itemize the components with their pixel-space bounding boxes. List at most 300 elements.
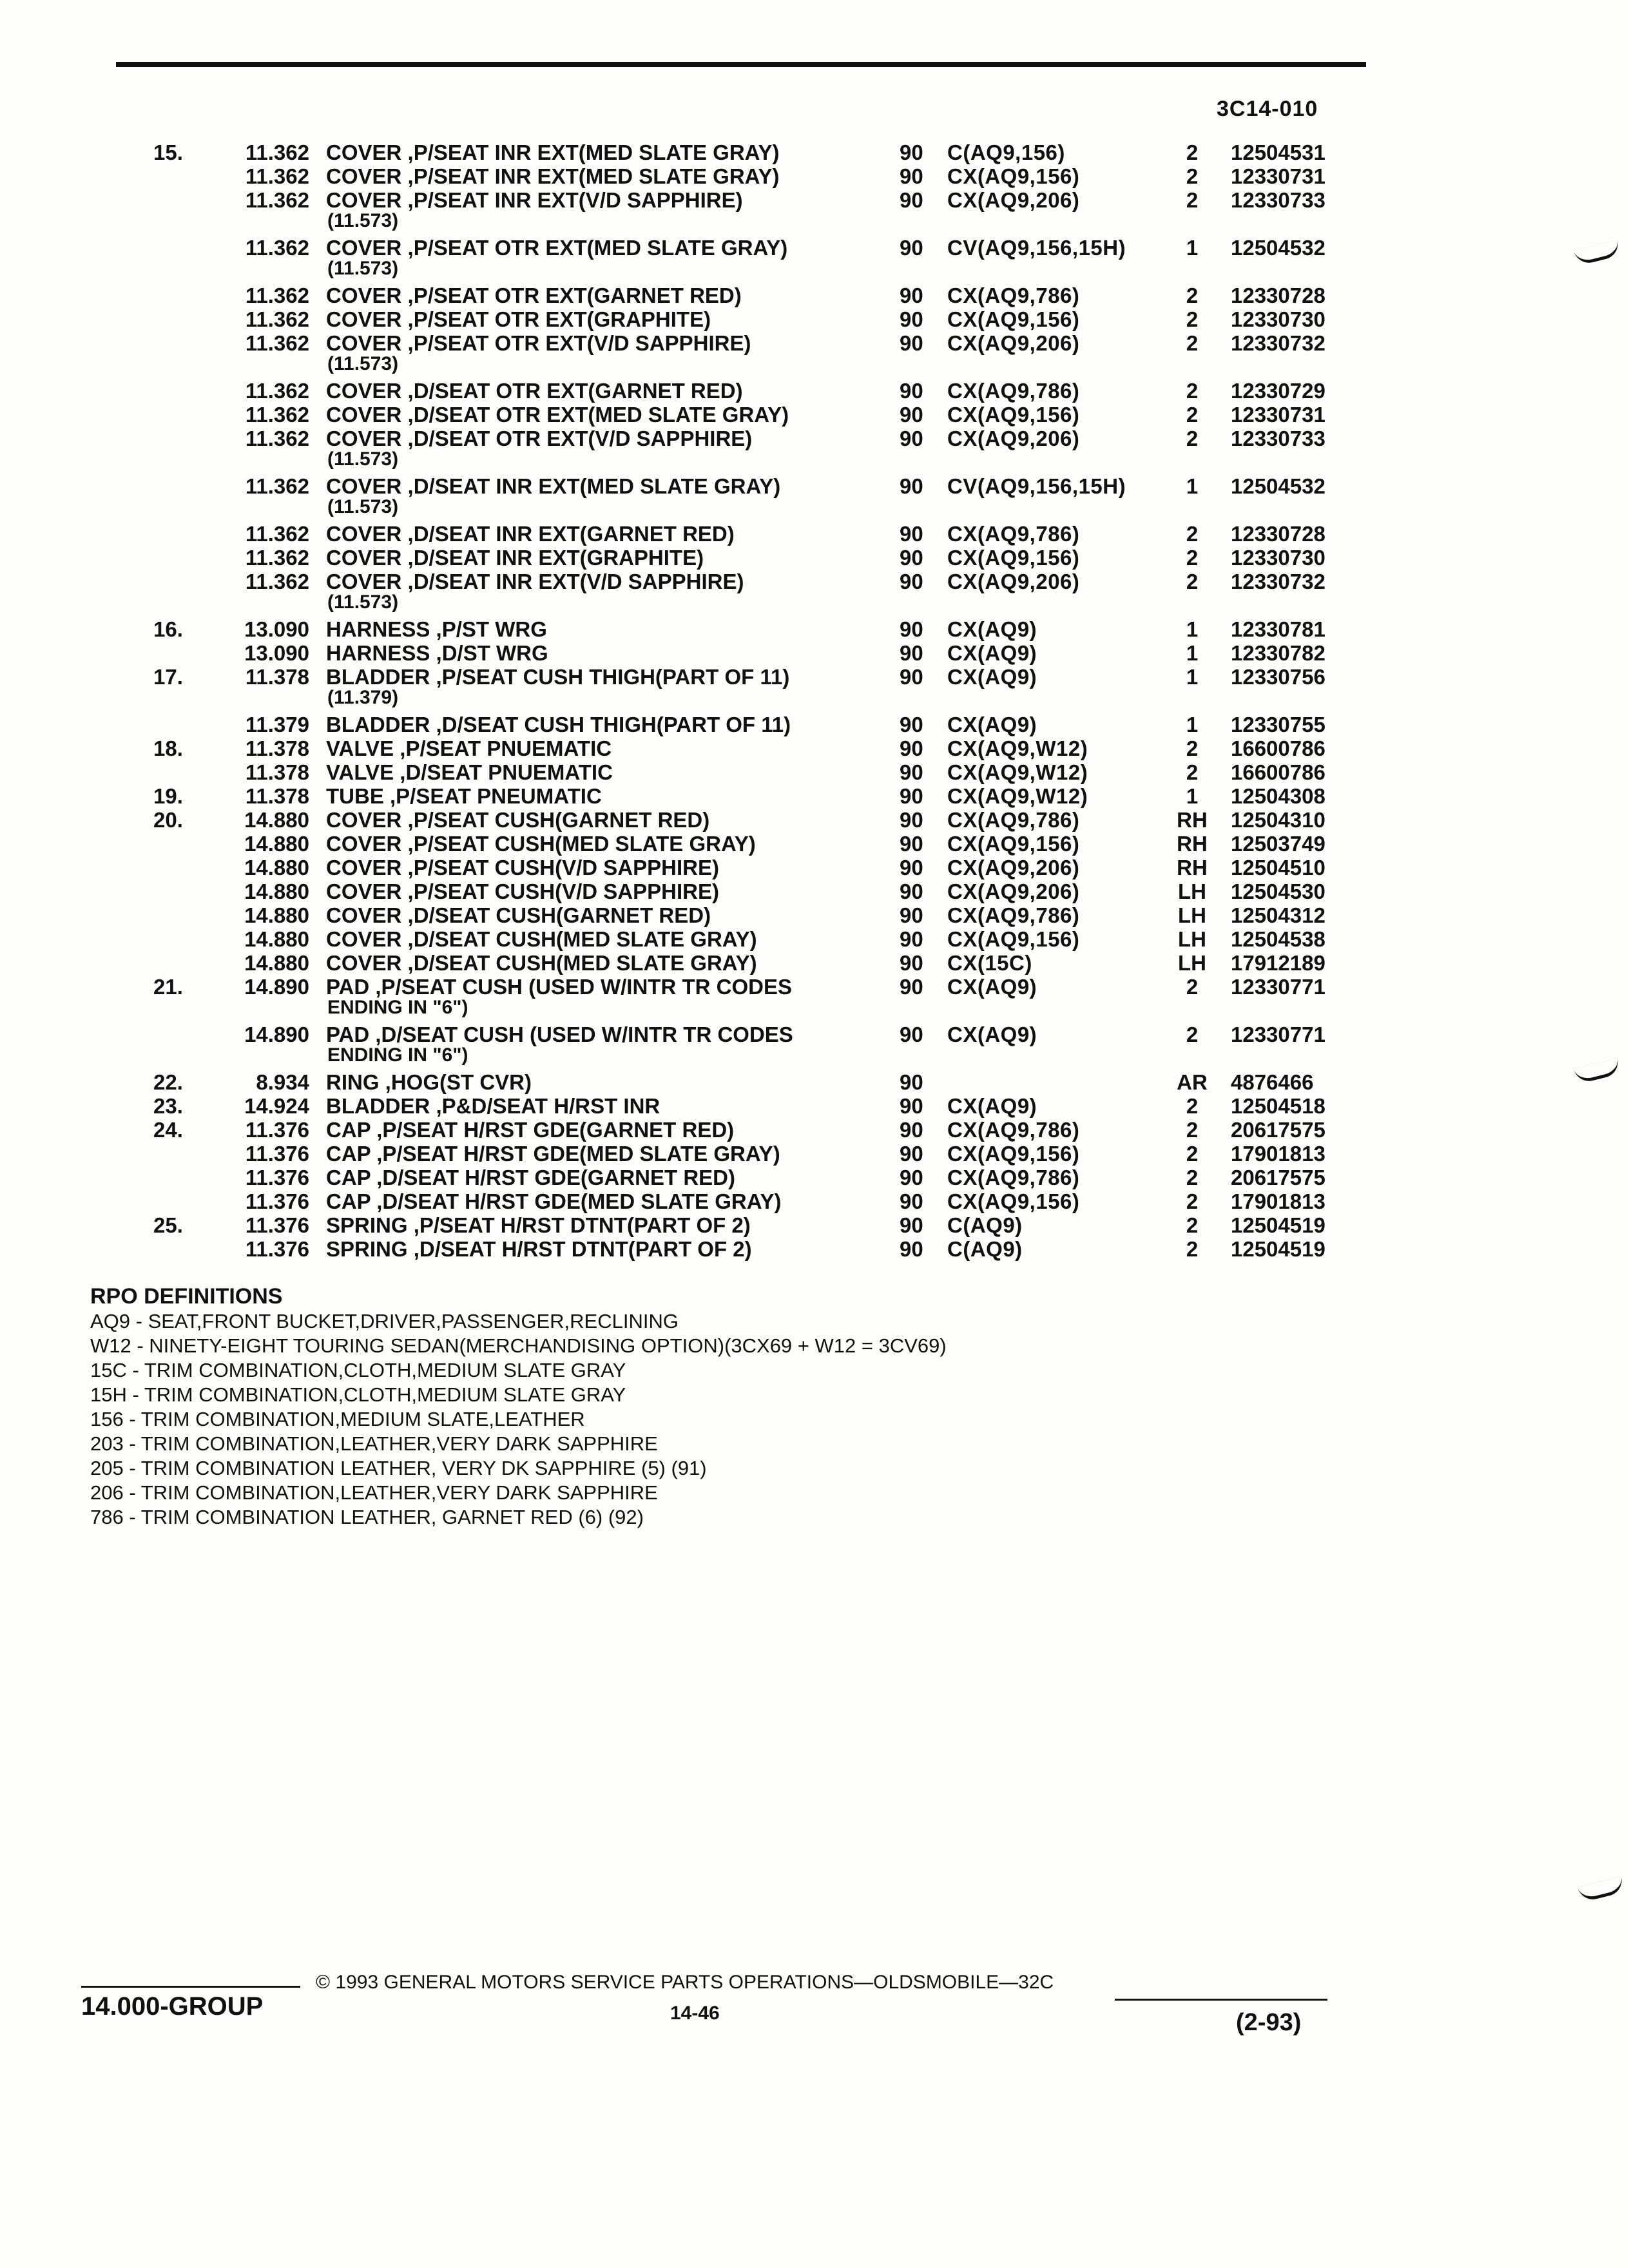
table-row <box>0 1237 1629 1261</box>
rpo-title: RPO DEFINITIONS <box>90 1284 283 1309</box>
table-row <box>0 1142 1629 1166</box>
group-number: 14.880 <box>244 927 309 951</box>
rpo-line: 15H - TRIM COMBINATION,CLOTH,MEDIUM SLATE GRAY <box>90 1383 626 1406</box>
usage-code: CX(AQ9) <box>947 1094 1037 1118</box>
description: SPRING ,D/SEAT H/RST DTNT(PART OF 2) <box>326 1237 752 1261</box>
usage-code: CX(AQ9) <box>947 665 1037 689</box>
description-continuation: (11.573) <box>327 591 399 613</box>
table-row <box>0 403 1629 427</box>
quantity: 2 <box>1186 1118 1199 1142</box>
description: HARNESS ,P/ST WRG <box>326 617 547 641</box>
year: 90 <box>900 1023 923 1046</box>
part-number: 12504312 <box>1231 903 1325 927</box>
quantity: LH <box>1178 903 1206 927</box>
table-row <box>0 713 1629 736</box>
binder-hole-mark <box>1577 1876 1625 1903</box>
description: COVER ,P/SEAT OTR EXT(GRAPHITE) <box>326 307 711 331</box>
description-continuation: (11.573) <box>327 353 399 374</box>
quantity: 1 <box>1186 236 1199 260</box>
table-row <box>0 736 1629 760</box>
description: COVER ,P/SEAT OTR EXT(MED SLATE GRAY) <box>326 236 788 260</box>
table-row <box>0 903 1629 927</box>
footer-page-number: 14-46 <box>670 2003 720 2024</box>
part-number: 17912189 <box>1231 951 1325 975</box>
year: 90 <box>900 856 923 879</box>
part-number: 12504519 <box>1231 1213 1325 1237</box>
usage-code: CX(AQ9,206) <box>947 427 1080 450</box>
year: 90 <box>900 1189 923 1213</box>
quantity: RH <box>1177 856 1208 879</box>
group-number: 14.880 <box>244 856 309 879</box>
group-number: 11.362 <box>245 379 309 403</box>
rpo-line: 156 - TRIM COMBINATION,MEDIUM SLATE,LEATHER <box>90 1408 585 1430</box>
part-number: 12504530 <box>1231 879 1325 903</box>
part-number: 12330733 <box>1231 188 1325 212</box>
usage-code: CX(AQ9,786) <box>947 379 1080 403</box>
part-number: 12330729 <box>1231 379 1325 403</box>
rpo-line: 203 - TRIM COMBINATION,LEATHER,VERY DARK SAPPHIRE <box>90 1432 658 1455</box>
group-number: 11.362 <box>245 522 309 546</box>
year: 90 <box>900 1213 923 1237</box>
usage-code: CX(AQ9,W12) <box>947 760 1088 784</box>
group-number: 11.362 <box>245 331 309 355</box>
ref-number: 21. <box>153 975 183 999</box>
table-row <box>0 617 1629 641</box>
year: 90 <box>900 307 923 331</box>
group-number: 11.362 <box>245 570 309 593</box>
year: 90 <box>900 1094 923 1118</box>
usage-code: CX(AQ9,W12) <box>947 784 1088 808</box>
table-row <box>0 760 1629 784</box>
description: BLADDER ,P&D/SEAT H/RST INR <box>326 1094 660 1118</box>
description: COVER ,P/SEAT INR EXT(V/D SAPPHIRE) <box>326 188 743 212</box>
part-number: 12504308 <box>1231 784 1325 808</box>
table-row <box>0 427 1629 450</box>
part-number: 12330730 <box>1231 307 1325 331</box>
quantity: 2 <box>1186 736 1199 760</box>
year: 90 <box>900 784 923 808</box>
group-number: 11.362 <box>245 140 309 164</box>
description: BLADDER ,D/SEAT CUSH THIGH(PART OF 11) <box>326 713 791 736</box>
ref-number: 23. <box>153 1094 183 1118</box>
quantity: 1 <box>1186 641 1199 665</box>
rpo-definitions <box>90 1283 1315 1530</box>
description: RING ,HOG(ST CVR) <box>326 1070 532 1094</box>
table-row <box>0 665 1629 689</box>
quantity: 2 <box>1186 1142 1199 1166</box>
quantity: 1 <box>1186 784 1199 808</box>
group-number: 11.378 <box>245 760 309 784</box>
year: 90 <box>900 379 923 403</box>
description-continuation: ENDING IN "6") <box>327 1044 468 1066</box>
usage-code: CX(AQ9) <box>947 641 1037 665</box>
quantity: RH <box>1177 808 1208 832</box>
group-number: 11.378 <box>245 665 309 689</box>
year: 90 <box>900 570 923 593</box>
usage-code: CX(AQ9,786) <box>947 522 1080 546</box>
group-number: 14.880 <box>244 903 309 927</box>
part-number: 17901813 <box>1231 1189 1325 1213</box>
part-number: 12330781 <box>1231 617 1325 641</box>
quantity: 2 <box>1186 1189 1199 1213</box>
table-row <box>0 1189 1629 1213</box>
description-continuation: ENDING IN "6") <box>327 997 468 1018</box>
quantity: 2 <box>1186 379 1199 403</box>
table-row <box>0 331 1629 355</box>
quantity: 2 <box>1186 1023 1199 1046</box>
ref-number: 16. <box>153 617 183 641</box>
table-row <box>0 1118 1629 1142</box>
description: COVER ,D/SEAT OTR EXT(GARNET RED) <box>326 379 743 403</box>
group-number: 11.376 <box>245 1189 309 1213</box>
rpo-line: 205 - TRIM COMBINATION LEATHER, VERY DK SAPPHIRE (5) (91) <box>90 1457 707 1479</box>
ref-number: 25. <box>153 1213 183 1237</box>
ref-number: 15. <box>153 140 183 164</box>
description-continuation: (11.573) <box>327 448 399 470</box>
quantity: LH <box>1178 951 1206 975</box>
year: 90 <box>900 427 923 450</box>
footer-copyright: © 1993 GENERAL MOTORS SERVICE PARTS OPERATIONS—OLDSMOBILE—32C <box>316 1972 1054 1993</box>
description: CAP ,D/SEAT H/RST GDE(GARNET RED) <box>326 1166 735 1189</box>
group-number: 11.362 <box>245 284 309 307</box>
table-row <box>0 832 1629 856</box>
year: 90 <box>900 927 923 951</box>
part-number: 12330733 <box>1231 427 1325 450</box>
year: 90 <box>900 736 923 760</box>
year: 90 <box>900 140 923 164</box>
part-number: 12330771 <box>1231 975 1325 999</box>
quantity: 2 <box>1186 1094 1199 1118</box>
description: TUBE ,P/SEAT PNEUMATIC <box>326 784 602 808</box>
description-continuation: (11.573) <box>327 496 399 517</box>
group-number: 14.880 <box>244 808 309 832</box>
table-row <box>0 951 1629 975</box>
part-number: 12504310 <box>1231 808 1325 832</box>
part-number: 12330730 <box>1231 546 1325 570</box>
year: 90 <box>900 1070 923 1094</box>
usage-code: CX(AQ9) <box>947 713 1037 736</box>
year: 90 <box>900 331 923 355</box>
description: COVER ,P/SEAT INR EXT(MED SLATE GRAY) <box>326 164 780 188</box>
table-row <box>0 879 1629 903</box>
group-number: 11.362 <box>245 427 309 450</box>
description: CAP ,P/SEAT H/RST GDE(MED SLATE GRAY) <box>326 1142 780 1166</box>
description-continuation: (11.379) <box>327 687 399 708</box>
table-row <box>0 522 1629 546</box>
description: COVER ,P/SEAT INR EXT(MED SLATE GRAY) <box>326 140 780 164</box>
ref-number: 24. <box>153 1118 183 1142</box>
part-number: 12330756 <box>1231 665 1325 689</box>
part-number: 12330731 <box>1231 164 1325 188</box>
usage-code: CX(15C) <box>947 951 1032 975</box>
footer-date: (2-93) <box>1236 2009 1302 2036</box>
table-row <box>0 1070 1629 1094</box>
usage-code: CX(AQ9,206) <box>947 188 1080 212</box>
part-number: 12504538 <box>1231 927 1325 951</box>
usage-code: C(AQ9) <box>947 1213 1023 1237</box>
group-number: 13.090 <box>244 641 309 665</box>
rpo-line: W12 - NINETY-EIGHT TOURING SEDAN(MERCHANDISING OPTION)(3CX69 + W12 = 3CV69) <box>90 1334 947 1357</box>
year: 90 <box>900 474 923 498</box>
year: 90 <box>900 617 923 641</box>
quantity: 2 <box>1186 188 1199 212</box>
table-row <box>0 927 1629 951</box>
description: COVER ,D/SEAT INR EXT(V/D SAPPHIRE) <box>326 570 744 593</box>
description: COVER ,D/SEAT CUSH(MED SLATE GRAY) <box>326 927 757 951</box>
year: 90 <box>900 403 923 427</box>
quantity: 1 <box>1186 474 1199 498</box>
description: COVER ,D/SEAT CUSH(MED SLATE GRAY) <box>326 951 757 975</box>
part-number: 12503749 <box>1231 832 1325 856</box>
usage-code: C(AQ9,156) <box>947 140 1065 164</box>
quantity: 2 <box>1186 1237 1199 1261</box>
quantity: 2 <box>1186 975 1199 999</box>
year: 90 <box>900 879 923 903</box>
usage-code: CX(AQ9,206) <box>947 331 1080 355</box>
quantity: 2 <box>1186 140 1199 164</box>
year: 90 <box>900 665 923 689</box>
part-number: 12330771 <box>1231 1023 1325 1046</box>
quantity: RH <box>1177 832 1208 856</box>
usage-code: CX(AQ9,786) <box>947 284 1080 307</box>
part-number: 16600786 <box>1231 760 1325 784</box>
quantity: 2 <box>1186 522 1199 546</box>
usage-code: CX(AQ9,786) <box>947 1118 1080 1142</box>
year: 90 <box>900 188 923 212</box>
ref-number: 17. <box>153 665 183 689</box>
page-code: 3C14-010 <box>1217 97 1318 121</box>
part-number: 20617575 <box>1231 1118 1325 1142</box>
quantity: 2 <box>1186 546 1199 570</box>
table-row <box>0 975 1629 999</box>
usage-code: CX(AQ9,786) <box>947 1166 1080 1189</box>
quantity: 1 <box>1186 665 1199 689</box>
ref-number: 18. <box>153 736 183 760</box>
group-number: 14.880 <box>244 879 309 903</box>
part-number: 12504519 <box>1231 1237 1325 1261</box>
description: HARNESS ,D/ST WRG <box>326 641 548 665</box>
usage-code: CX(AQ9,206) <box>947 856 1080 879</box>
table-row <box>0 284 1629 307</box>
group-number: 14.890 <box>244 975 309 999</box>
quantity: 1 <box>1186 713 1199 736</box>
description: COVER ,D/SEAT INR EXT(MED SLATE GRAY) <box>326 474 781 498</box>
rpo-line: 206 - TRIM COMBINATION,LEATHER,VERY DARK SAPPHIRE <box>90 1481 658 1504</box>
table-row <box>0 307 1629 331</box>
quantity: AR <box>1177 1070 1208 1094</box>
year: 90 <box>900 760 923 784</box>
part-number: 12504532 <box>1231 236 1325 260</box>
usage-code: CX(AQ9,206) <box>947 570 1080 593</box>
usage-code: CV(AQ9,156,15H) <box>947 474 1126 498</box>
group-number: 11.362 <box>245 403 309 427</box>
quantity: 2 <box>1186 427 1199 450</box>
description: SPRING ,P/SEAT H/RST DTNT(PART OF 2) <box>326 1213 751 1237</box>
table-row <box>0 1094 1629 1118</box>
description-continuation: (11.573) <box>327 210 399 231</box>
table-row <box>0 808 1629 832</box>
group-number: 11.362 <box>245 164 309 188</box>
group-number: 11.362 <box>245 474 309 498</box>
year: 90 <box>900 284 923 307</box>
usage-code: CX(AQ9,156) <box>947 832 1080 856</box>
quantity: 2 <box>1186 403 1199 427</box>
year: 90 <box>900 236 923 260</box>
description: CAP ,D/SEAT H/RST GDE(MED SLATE GRAY) <box>326 1189 782 1213</box>
year: 90 <box>900 1166 923 1189</box>
part-number: 12504510 <box>1231 856 1325 879</box>
ref-number: 22. <box>153 1070 183 1094</box>
part-number: 12504518 <box>1231 1094 1325 1118</box>
description: COVER ,D/SEAT CUSH(GARNET RED) <box>326 903 711 927</box>
description: PAD ,D/SEAT CUSH (USED W/INTR TR CODES <box>326 1023 793 1046</box>
group-number: 11.376 <box>245 1166 309 1189</box>
usage-code: CX(AQ9,156) <box>947 1189 1080 1213</box>
group-number: 11.376 <box>245 1118 309 1142</box>
description: COVER ,D/SEAT OTR EXT(V/D SAPPHIRE) <box>326 427 753 450</box>
quantity: 2 <box>1186 164 1199 188</box>
group-number: 11.362 <box>245 236 309 260</box>
footer-group: 14.000-GROUP <box>81 1992 264 2021</box>
year: 90 <box>900 832 923 856</box>
quantity: LH <box>1178 927 1206 951</box>
quantity: 2 <box>1186 570 1199 593</box>
part-number: 17901813 <box>1231 1142 1325 1166</box>
year: 90 <box>900 546 923 570</box>
rpo-line: AQ9 - SEAT,FRONT BUCKET,DRIVER,PASSENGER,RECLINING <box>90 1310 679 1332</box>
part-number: 12330732 <box>1231 570 1325 593</box>
top-rule <box>116 62 1366 67</box>
table-row <box>0 570 1629 593</box>
footer-rule-left <box>81 1986 300 1988</box>
description: PAD ,P/SEAT CUSH (USED W/INTR TR CODES <box>326 975 792 999</box>
table-row <box>0 1023 1629 1046</box>
description: COVER ,D/SEAT OTR EXT(MED SLATE GRAY) <box>326 403 789 427</box>
quantity: 1 <box>1186 617 1199 641</box>
description: COVER ,P/SEAT OTR EXT(GARNET RED) <box>326 284 742 307</box>
group-number: 13.090 <box>244 617 309 641</box>
group-number: 11.378 <box>245 736 309 760</box>
description: COVER ,P/SEAT OTR EXT(V/D SAPPHIRE) <box>326 331 751 355</box>
description: COVER ,D/SEAT INR EXT(GARNET RED) <box>326 522 735 546</box>
year: 90 <box>900 522 923 546</box>
rpo-line: 15C - TRIM COMBINATION,CLOTH,MEDIUM SLATE GRAY <box>90 1359 626 1381</box>
table-row <box>0 188 1629 212</box>
table-row <box>0 1213 1629 1237</box>
rpo-lines <box>90 1309 1315 1530</box>
year: 90 <box>900 1142 923 1166</box>
group-number: 11.378 <box>245 784 309 808</box>
table-row <box>0 236 1629 260</box>
part-number: 12504531 <box>1231 140 1325 164</box>
part-number: 12504532 <box>1231 474 1325 498</box>
year: 90 <box>900 903 923 927</box>
usage-code: CX(AQ9,786) <box>947 903 1080 927</box>
table-row <box>0 1166 1629 1189</box>
usage-code: CX(AQ9,206) <box>947 879 1080 903</box>
group-number: 11.376 <box>245 1213 309 1237</box>
part-number: 12330755 <box>1231 713 1325 736</box>
group-number: 11.376 <box>245 1237 309 1261</box>
footer-rule-right <box>1115 1999 1327 2001</box>
part-number: 12330731 <box>1231 403 1325 427</box>
part-number: 16600786 <box>1231 736 1325 760</box>
usage-code: CX(AQ9,156) <box>947 403 1080 427</box>
year: 90 <box>900 951 923 975</box>
usage-code: CV(AQ9,156,15H) <box>947 236 1126 260</box>
quantity: LH <box>1178 879 1206 903</box>
description: COVER ,P/SEAT CUSH(GARNET RED) <box>326 808 710 832</box>
part-number: 12330728 <box>1231 522 1325 546</box>
group-number: 14.924 <box>244 1094 309 1118</box>
usage-code: CX(AQ9,156) <box>947 307 1080 331</box>
description: CAP ,P/SEAT H/RST GDE(GARNET RED) <box>326 1118 735 1142</box>
year: 90 <box>900 713 923 736</box>
part-number: 12330732 <box>1231 331 1325 355</box>
year: 90 <box>900 164 923 188</box>
group-number: 8.934 <box>256 1070 309 1094</box>
year: 90 <box>900 808 923 832</box>
table-row <box>0 164 1629 188</box>
part-number: 12330782 <box>1231 641 1325 665</box>
quantity: 2 <box>1186 760 1199 784</box>
quantity: 2 <box>1186 284 1199 307</box>
year: 90 <box>900 1237 923 1261</box>
table-row <box>0 641 1629 665</box>
usage-code: CX(AQ9) <box>947 975 1037 999</box>
usage-code: CX(AQ9,156) <box>947 927 1080 951</box>
table-row <box>0 784 1629 808</box>
group-number: 11.362 <box>245 307 309 331</box>
group-number: 11.362 <box>245 546 309 570</box>
usage-code: CX(AQ9,156) <box>947 546 1080 570</box>
group-number: 14.880 <box>244 951 309 975</box>
description: VALVE ,P/SEAT PNUEMATIC <box>326 736 612 760</box>
table-row <box>0 856 1629 879</box>
ref-number: 20. <box>153 808 183 832</box>
usage-code: CX(AQ9,786) <box>947 808 1080 832</box>
group-number: 11.376 <box>245 1142 309 1166</box>
ref-number: 19. <box>153 784 183 808</box>
usage-code: CX(AQ9,156) <box>947 1142 1080 1166</box>
description: COVER ,P/SEAT CUSH(V/D SAPPHIRE) <box>326 856 719 879</box>
group-number: 11.362 <box>245 188 309 212</box>
quantity: 2 <box>1186 1213 1199 1237</box>
table-row <box>0 379 1629 403</box>
table-row <box>0 140 1629 164</box>
year: 90 <box>900 641 923 665</box>
part-number: 4876466 <box>1231 1070 1314 1094</box>
usage-code: C(AQ9) <box>947 1237 1023 1261</box>
description: COVER ,D/SEAT INR EXT(GRAPHITE) <box>326 546 704 570</box>
quantity: 2 <box>1186 331 1199 355</box>
description: VALVE ,D/SEAT PNUEMATIC <box>326 760 613 784</box>
year: 90 <box>900 1118 923 1142</box>
description: BLADDER ,P/SEAT CUSH THIGH(PART OF 11) <box>326 665 790 689</box>
quantity: 2 <box>1186 1166 1199 1189</box>
group-number: 14.890 <box>244 1023 309 1046</box>
description: COVER ,P/SEAT CUSH(V/D SAPPHIRE) <box>326 879 719 903</box>
group-number: 11.379 <box>245 713 309 736</box>
description-continuation: (11.573) <box>327 258 399 279</box>
usage-code: CX(AQ9,W12) <box>947 736 1088 760</box>
usage-code: CX(AQ9) <box>947 1023 1037 1046</box>
quantity: 2 <box>1186 307 1199 331</box>
group-number: 14.880 <box>244 832 309 856</box>
part-number: 20617575 <box>1231 1166 1325 1189</box>
usage-code: CX(AQ9,156) <box>947 164 1080 188</box>
year: 90 <box>900 975 923 999</box>
